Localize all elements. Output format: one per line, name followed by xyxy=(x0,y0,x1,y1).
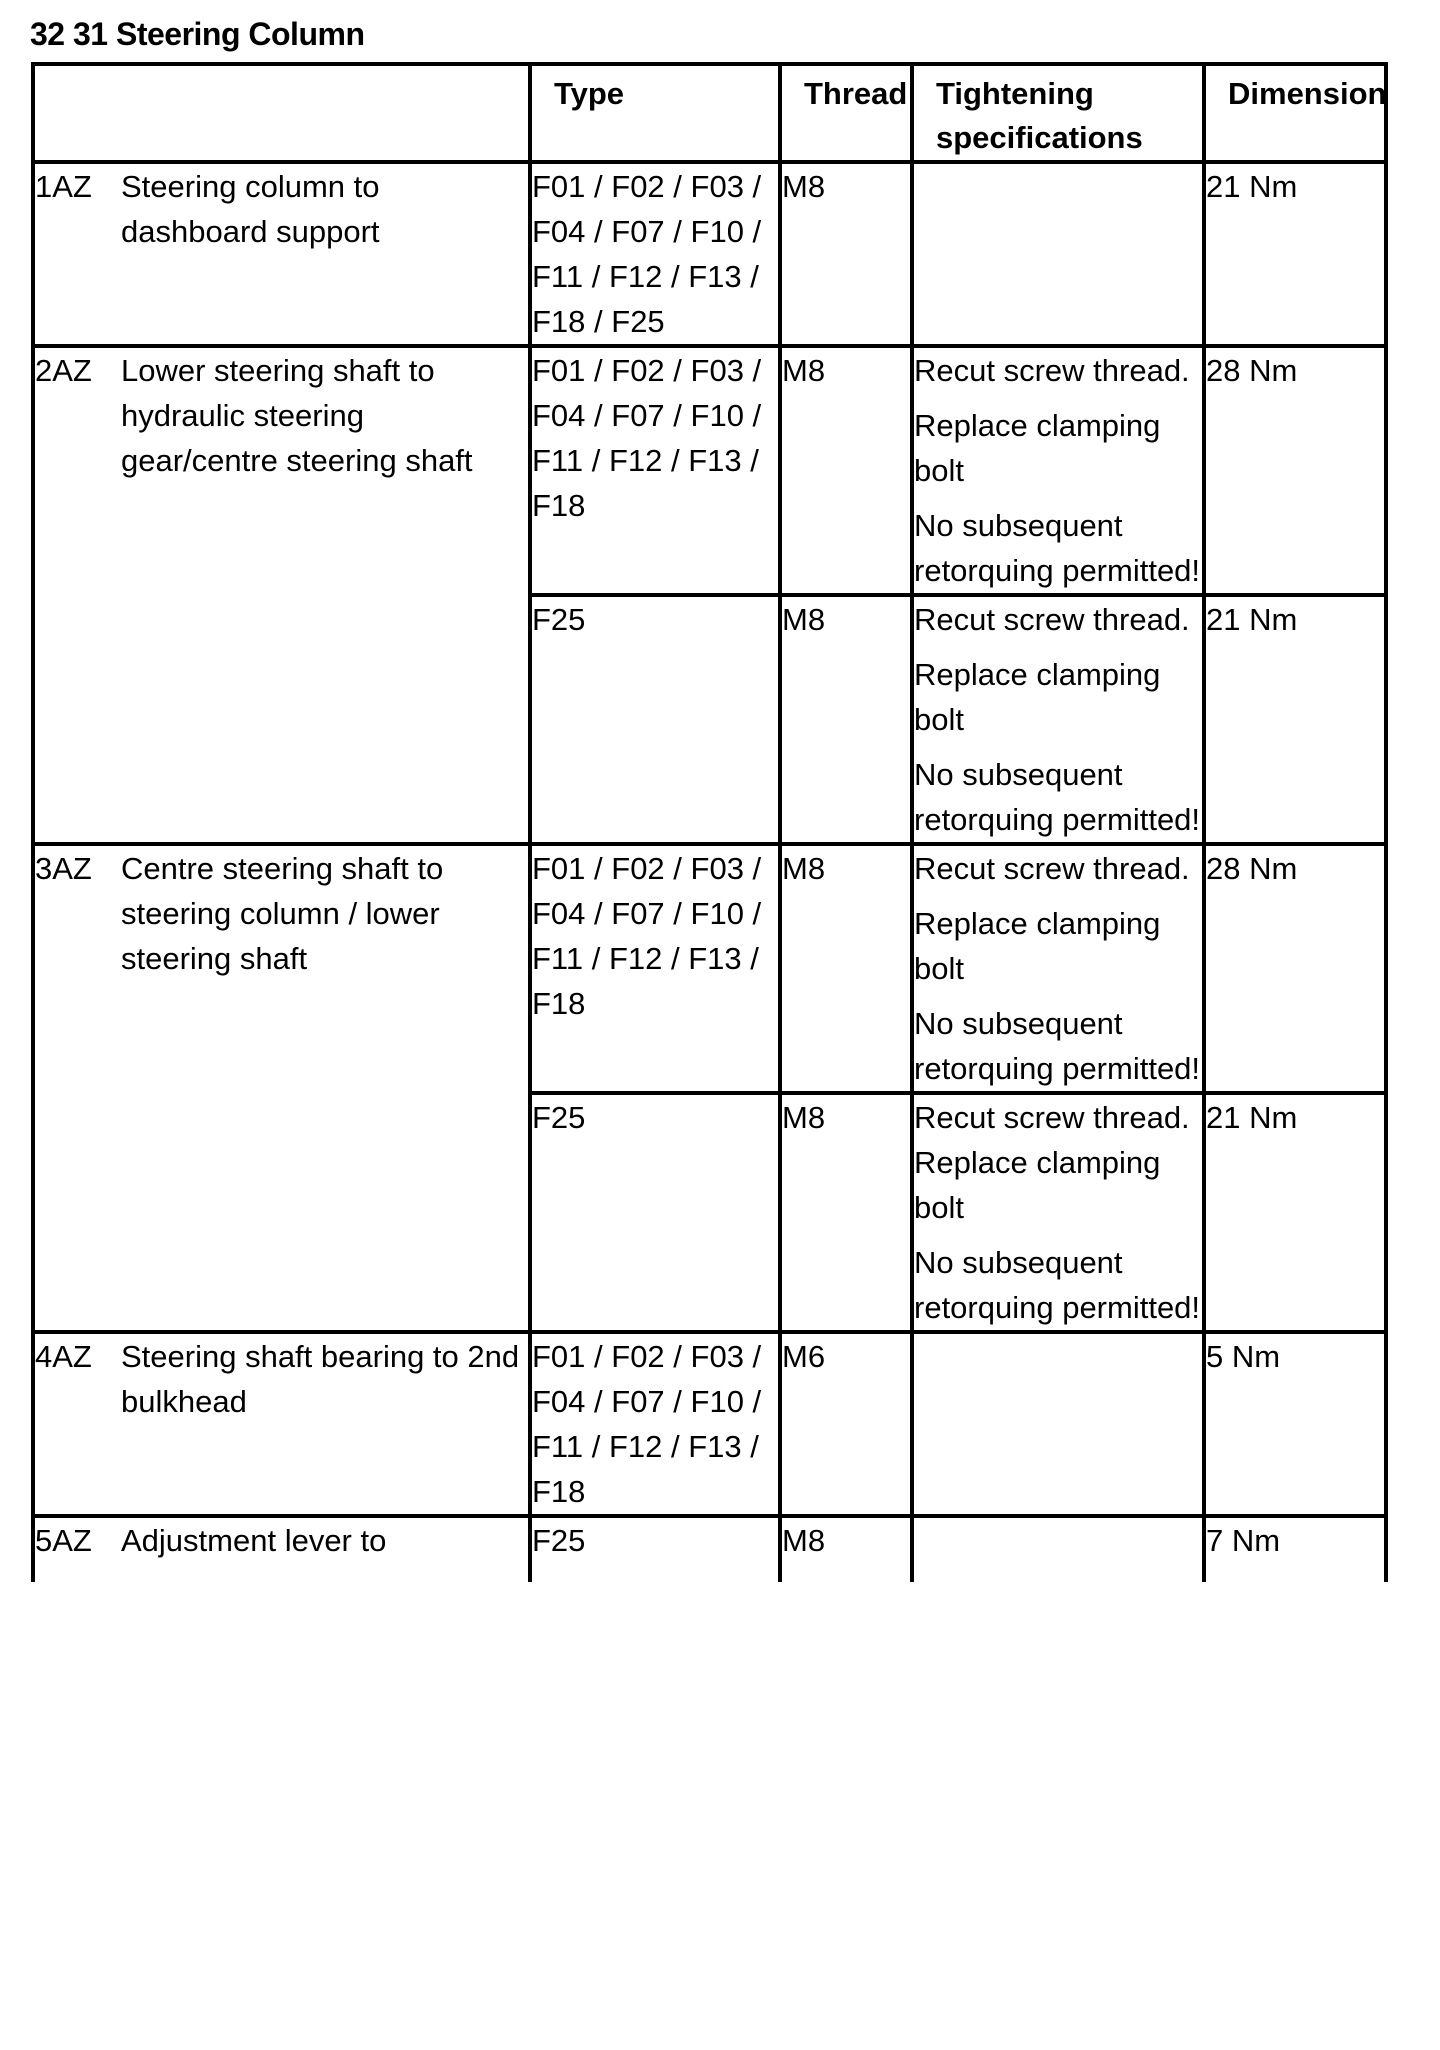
spec-line: Replace clamping bolt xyxy=(914,408,1161,488)
table-row xyxy=(33,162,1386,346)
thread-cell: M8 xyxy=(780,1093,912,1332)
item-cell xyxy=(33,346,530,844)
table-row xyxy=(33,844,1386,1093)
table-header-row xyxy=(33,64,1386,162)
item-code: 5AZ xyxy=(35,1523,92,1558)
table-row xyxy=(33,346,1386,595)
thread-cell: M8 xyxy=(780,595,912,844)
type-cell: F01 / F02 / F03 / F04 / F07 / F10 / F11 / F12 / F13 / F18 xyxy=(530,1332,780,1516)
type-cell: F01 / F02 / F03 / F04 / F07 / F10 / F11 / F12 / F13 / F18 xyxy=(530,346,780,595)
header-type: Type xyxy=(530,64,780,162)
torque-spec-table xyxy=(31,62,1388,1582)
torque-cell: 7 Nm xyxy=(1204,1516,1386,1582)
header-thread: Thread xyxy=(780,64,912,162)
spec-cell xyxy=(912,844,1204,1093)
spec-cell xyxy=(912,595,1204,844)
spec-line: No subsequent retorquing permitted! xyxy=(914,757,1201,837)
table-row xyxy=(33,1516,1386,1582)
torque-cell: 28 Nm xyxy=(1204,844,1386,1093)
torque-cell: 21 Nm xyxy=(1204,162,1386,346)
spec-cell xyxy=(912,1332,1204,1516)
item-code: 3AZ xyxy=(35,851,92,886)
torque-cell: 21 Nm xyxy=(1204,595,1386,844)
spec-line: No subsequent retorquing permitted! xyxy=(914,1245,1201,1325)
header-item xyxy=(33,64,530,162)
type-cell: F25 xyxy=(530,1516,780,1582)
thread-cell: M8 xyxy=(780,162,912,346)
thread-cell: M8 xyxy=(780,346,912,595)
header-tightening-specifications: Tightening specifications xyxy=(912,64,1204,162)
spec-line: Replace clamping bolt xyxy=(914,906,1161,986)
spec-line: Replace clamping bolt xyxy=(914,657,1161,737)
item-cell xyxy=(33,844,530,1332)
item-cell xyxy=(33,1332,530,1516)
spec-line: No subsequent retorquing permitted! xyxy=(914,508,1201,588)
torque-cell: 21 Nm xyxy=(1204,1093,1386,1332)
item-cell xyxy=(33,1516,530,1582)
table-row xyxy=(33,1332,1386,1516)
type-cell: F25 xyxy=(530,595,780,844)
type-cell: F25 xyxy=(530,1093,780,1332)
item-cell xyxy=(33,162,530,346)
item-description: Lower steering shaft to hydraulic steering gear/centre steering shaft xyxy=(121,353,473,478)
spec-line: Recut screw thread. xyxy=(914,602,1190,637)
header-dimension: Dimension xyxy=(1204,64,1386,162)
page-title: 32 31 Steering Column xyxy=(30,16,365,52)
spec-line: No subsequent retorquing permitted! xyxy=(914,1006,1201,1086)
item-description: Steering shaft bearing to 2nd bulkhead xyxy=(121,1339,520,1419)
item-description: Centre steering shaft to steering column / lower steering shaft xyxy=(121,851,444,976)
item-code: 2AZ xyxy=(35,353,92,388)
item-description: Adjustment lever to xyxy=(121,1523,387,1558)
item-description: Steering column to dashboard support xyxy=(121,169,380,249)
item-code: 4AZ xyxy=(35,1339,92,1374)
item-code: 1AZ xyxy=(35,169,92,204)
spec-cell xyxy=(912,162,1204,346)
thread-cell: M6 xyxy=(780,1332,912,1516)
thread-cell: M8 xyxy=(780,1516,912,1582)
torque-cell: 28 Nm xyxy=(1204,346,1386,595)
spec-line: Recut screw thread. Replace clamping bolt xyxy=(914,1100,1190,1225)
spec-cell xyxy=(912,346,1204,595)
spec-line: Recut screw thread. xyxy=(914,851,1190,886)
spec-cell xyxy=(912,1516,1204,1582)
torque-cell: 5 Nm xyxy=(1204,1332,1386,1516)
thread-cell: M8 xyxy=(780,844,912,1093)
type-cell: F01 / F02 / F03 / F04 / F07 / F10 / F11 / F12 / F13 / F18 / F25 xyxy=(530,162,780,346)
type-cell: F01 / F02 / F03 / F04 / F07 / F10 / F11 / F12 / F13 / F18 xyxy=(530,844,780,1093)
spec-line: Recut screw thread. xyxy=(914,353,1190,388)
spec-cell xyxy=(912,1093,1204,1332)
